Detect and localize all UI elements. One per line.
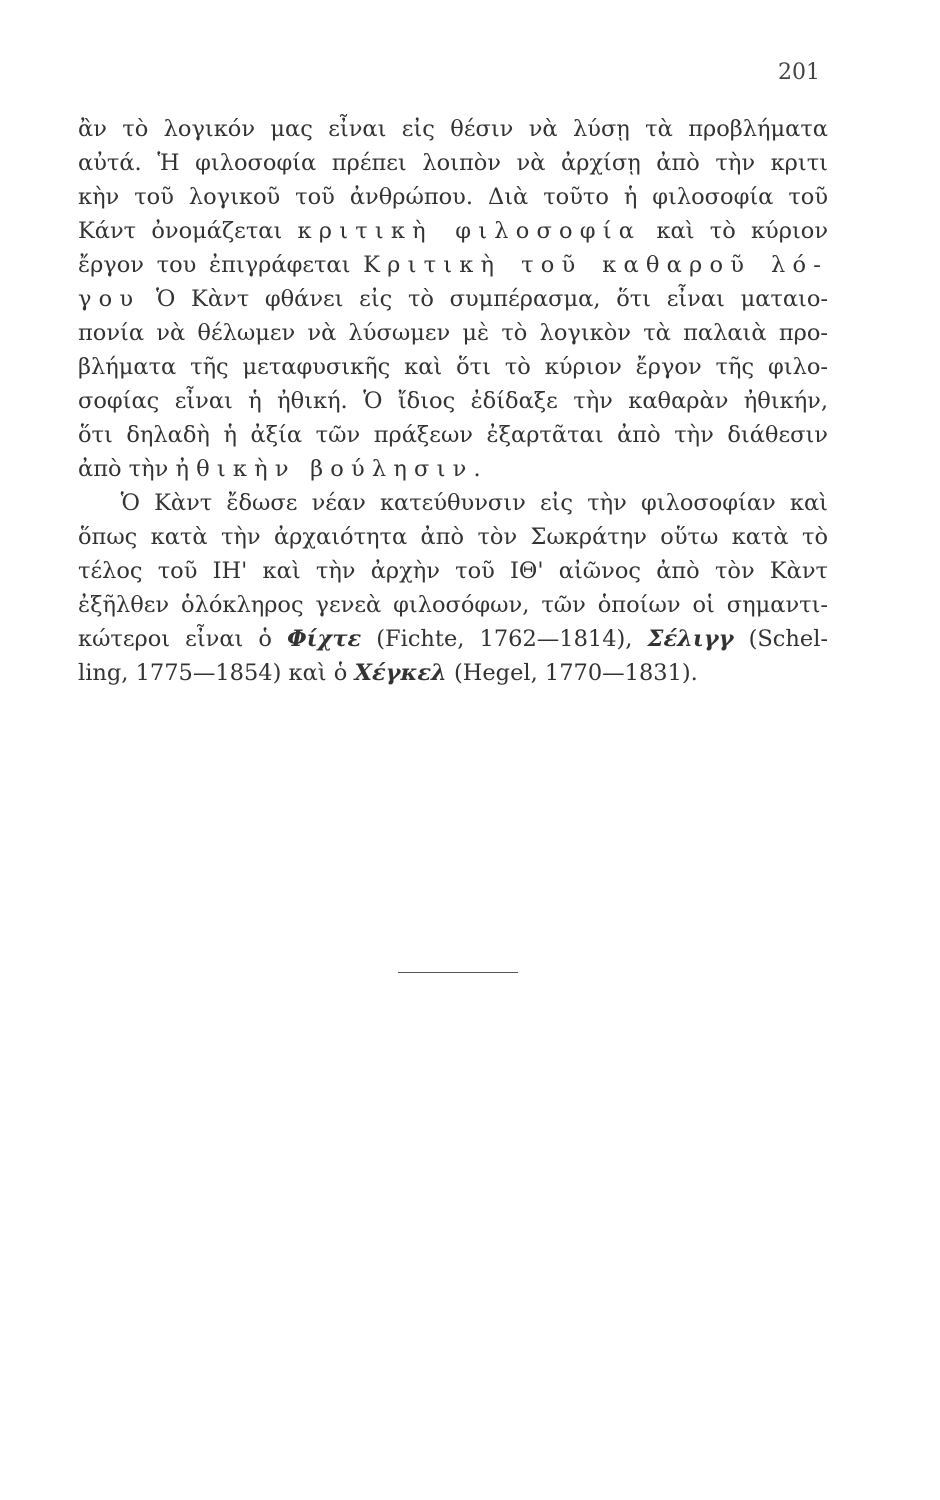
text-line: ὅπως κατὰ τὴν ἀρχαιότητα ἀπὸ τὸν Σωκράτην οὕτω κατὰ τὸ	[78, 524, 828, 550]
text-fragment: ἔργον του ἐπιγράφεται	[78, 252, 351, 278]
text-fragment: (Schel-	[748, 626, 828, 652]
text-line	[78, 214, 828, 248]
text-line	[78, 486, 828, 520]
page-number: 201	[778, 60, 820, 85]
text-fragment: καὶ τὸ κύριον	[656, 218, 828, 244]
text-line: κὴν τοῦ λογικοῦ τοῦ ἀνθρώπου. Διὰ τοῦτο ἡ φιλοσοφία τοῦ	[78, 184, 828, 210]
book-title-end: γου	[78, 286, 141, 312]
text-line	[78, 656, 828, 690]
text-line	[78, 622, 828, 656]
text-line	[78, 282, 828, 316]
text-line: ἂν τὸ λογικόν μας εἶναι εἰς θέσιν νὰ λύσῃ τὰ προβλήματα	[78, 116, 828, 142]
text-fragment: ling, 1775—1854) καὶ ὁ	[78, 660, 348, 686]
text-line: αὐτά. Ἡ φιλοσοφία πρέπει λοιπὸν νὰ ἀρχίσῃ ἀπὸ τὴν κριτι	[78, 150, 828, 176]
philosopher-name: Σέλιγγ	[647, 626, 734, 652]
body-text	[78, 112, 828, 690]
text-line	[78, 452, 828, 486]
text-fragment: (Hegel, 1770—1831).	[453, 660, 698, 686]
text-line	[78, 248, 828, 282]
text-fragment: ἀπὸ τὴν	[78, 456, 169, 482]
book-title: Κριτικὴ τοῦ καθαροῦ λό-	[363, 252, 828, 278]
emphasized-term: ἠθικὴν βούλησιν.	[175, 456, 488, 482]
philosopher-name: Φίχτε	[287, 626, 362, 652]
text-fragment: (Fichte, 1762—1814),	[376, 626, 633, 652]
text-fragment: Ὁ Κὰντ φθάνει εἰς τὸ συμπέρασμα, ὅτι εἶναι ματαιο-	[155, 286, 828, 312]
text-line: ἐξῆλθεν ὁλόκληρος γενεὰ φιλοσόφων, τῶν ὁποίων οἱ σημαντι-	[78, 592, 828, 618]
text-fragment: κώτεροι εἶναι ὁ	[78, 626, 272, 652]
text-line: ὅτι δηλαδὴ ἡ ἀξία τῶν πράξεων ἐξαρτᾶται ἀπὸ τὴν διάθεσιν	[78, 422, 828, 448]
philosopher-name: Χέγκελ	[354, 660, 447, 686]
text-line: τέλος τοῦ ΙΗ' καὶ τὴν ἀρχὴν τοῦ ΙΘ' αἰῶνος ἀπὸ τὸν Κὰντ	[78, 558, 828, 584]
section-divider	[398, 972, 518, 973]
emphasized-term: κριτικὴ φιλοσοφία	[297, 218, 642, 244]
text-fragment: Κάντ ὀνομάζεται	[78, 218, 283, 244]
text-fragment: Ὁ Κὰντ ἔδωσε νέαν κατεύθυνσιν εἰς τὴν φιλοσοφίαν καὶ	[120, 490, 828, 516]
text-line: πονία νὰ θέλωμεν νὰ λύσωμεν μὲ τὸ λογικὸν τὰ παλαιὰ προ-	[78, 320, 828, 346]
text-line: σοφίας εἶναι ἡ ἠθική. Ὁ ἴδιος ἐδίδαξε τὴν καθαρὰν ἠθικήν,	[78, 388, 828, 414]
text-line: βλήματα τῆς μεταφυσικῆς καὶ ὅτι τὸ κύριον ἔργον τῆς φιλο-	[78, 354, 828, 380]
